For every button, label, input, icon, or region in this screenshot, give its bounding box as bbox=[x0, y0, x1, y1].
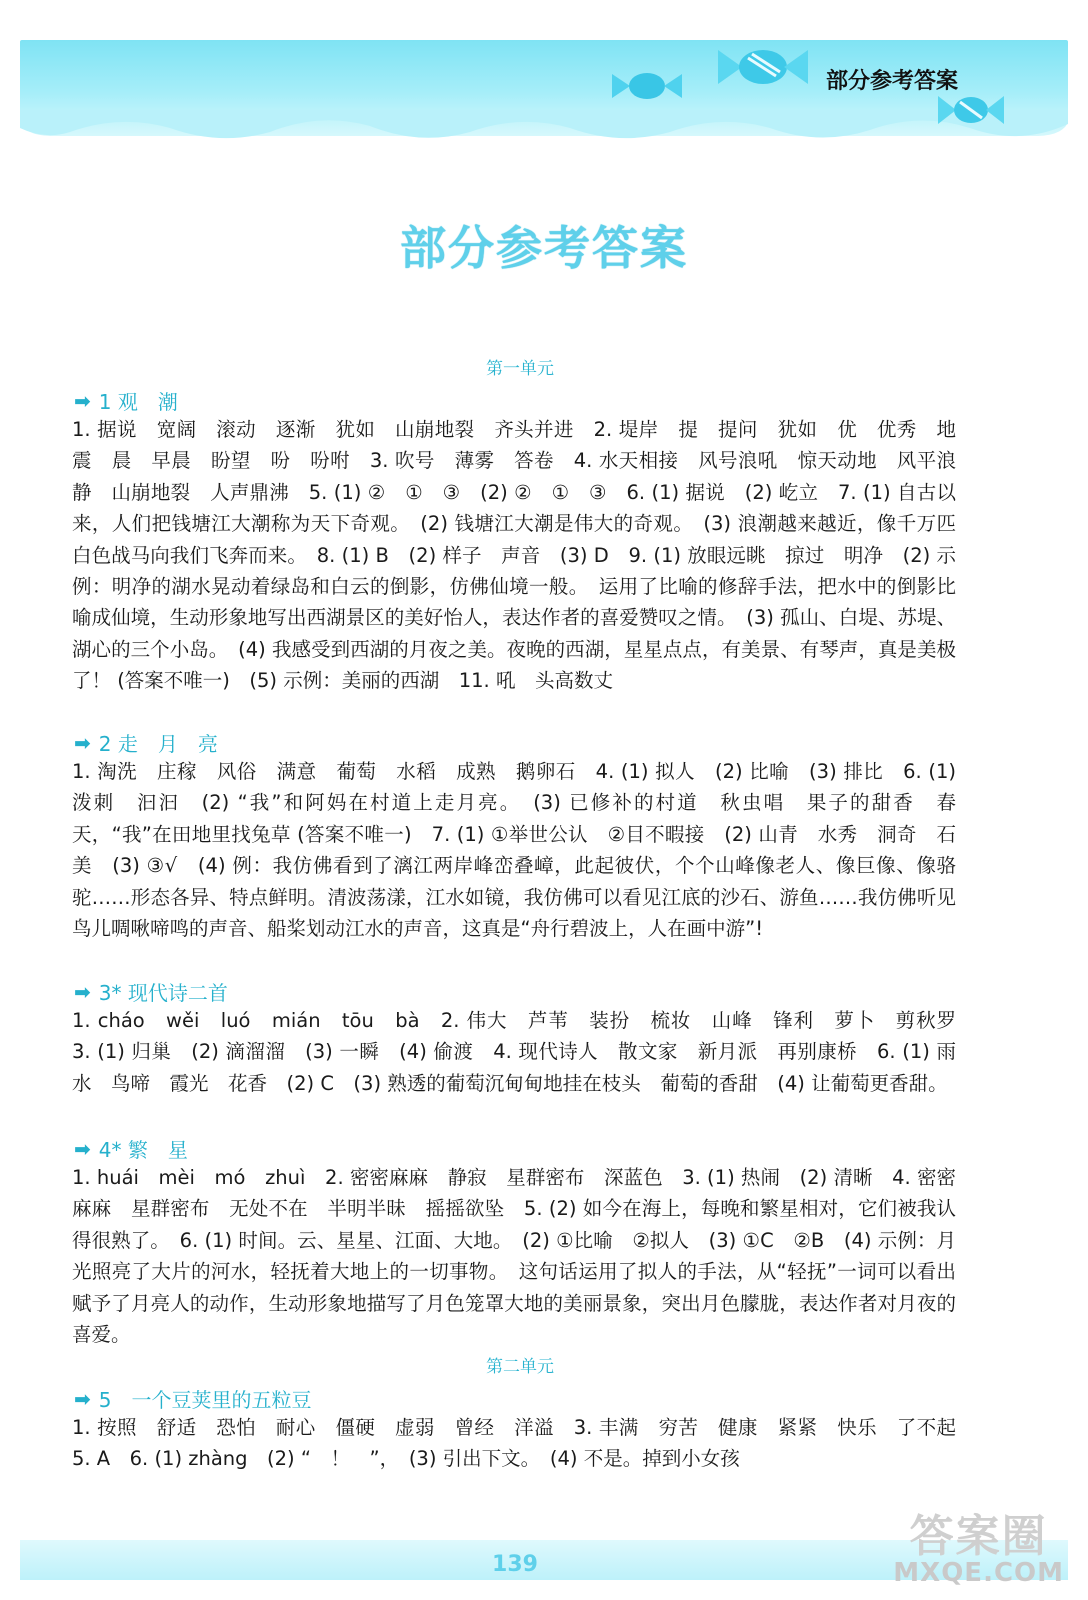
watermark-logo-text: 答案圈 bbox=[909, 1511, 1048, 1562]
arrow-right-icon: ➡ bbox=[74, 730, 91, 755]
candy-icon bbox=[718, 44, 808, 90]
answer-block: 1. 据说 宽阔 滚动 逐渐 犹如 山崩地裂 齐头并进 2. 堤岸 提 提问 犹如 优 优秀 地震 晨 早晨 盼望 吩 吩咐 3. 吹号 薄雾 答卷 4. 水天相接 风号浪吼 惊天动地 风平浪静 山崩地裂 人声鼎沸 5. (1) ② ① ③ (2) ② ① ③ 6. (1) 据说 (2) 屹立 7. (1) 自古以来，人们把钱塘江大潮称为天下奇观。 (2) 钱塘江大潮是伟大的奇观。 (3) 浪潮越来越近，像千万匹白色战马向我们飞奔而来。 8. (1) B (2) 样子 声音 (3) D 9. (1) 放眼远眺 掠过 明净 (2) 示例：明净的湖水晃动着绿岛和白云的倒影，仿佛仙境一般。 运用了比喻的修辞手法，把水中的倒影比喻成仙境，生动形象地写出西湖景区的美好怡人，表达作者的喜爱赞叹之情。 (3) 孤山、白堤、苏堤、湖心的三个小岛。 (4) 我感受到西湖的月夜之美。夜晚的西湖，星星点点，有美景、有琴声，真是美极了！ (答案不唯一) (5) 示例：美丽的西湖 11. 吼 头高数丈 bbox=[72, 418, 956, 693]
candy-icon bbox=[938, 90, 1004, 130]
lesson-heading-label: 3* 现代诗二首 bbox=[98, 981, 228, 1005]
arrow-right-icon: ➡ bbox=[74, 1136, 91, 1161]
page-title: 部分参考答案 bbox=[400, 221, 688, 275]
answer-block: 1. 淘洗 庄稼 风俗 满意 葡萄 水稻 成熟 鹅卵石 4. (1) 拟人 (2) 比喻 (3) 排比 6. (1) 泼刺 汩汩 (2) “我”和阿妈在村道上走月亮。 (3) 已修补的村道 秋虫唱 果子的甜香 春天，“我”在田地里找兔草 (答案不唯一) 7. (1) ①举世公认 ②目不暇接 (2) 山青 水秀 洞奇 石美 (3) ③√ (4) 例：我仿佛看到了漓江两岸峰峦叠嶂，此起彼伏，个个山峰像老人、像巨像、像骆驼……形态各异、特点鲜明。清波荡漾，江水如镜，我仿佛可以看见江底的沙石、游鱼……我仿佛听见鸟儿啁啾啼鸣的声音、船桨划动江水的声音，这真是“舟行碧波上，人在画中游”! bbox=[72, 760, 956, 941]
page-number: 139 bbox=[492, 1552, 538, 1577]
arrow-right-icon: ➡ bbox=[74, 388, 91, 413]
unit-title: 第一单元 bbox=[486, 359, 554, 379]
answer-block: 1. 按照 舒适 恐怕 耐心 僵硬 虚弱 曾经 洋溢 3. 丰满 穷苦 健康 紧紧 快乐 了不起 5. A 6. (1) zhàng (2) “ ！ ”， (3) 引出下文。 (4) 不是。掉到小女孩 bbox=[72, 1416, 976, 1471]
lesson-heading-label: 4* 繁 星 bbox=[98, 1138, 188, 1162]
lesson-heading bbox=[74, 1384, 312, 1413]
lesson-heading-label: 1 观 潮 bbox=[98, 390, 178, 414]
arrow-right-icon: ➡ bbox=[74, 979, 91, 1004]
lesson-heading bbox=[74, 1134, 188, 1163]
answer-block: 1. huái mèi mó zhuì 2. 密密麻麻 静寂 星群密布 深蓝色 3. (1) 热闹 (2) 清晰 4. 密密麻麻 星群密布 无处不在 半明半昧 摇摇欲坠 5. (2) 如今在海上，每晚和繁星相对，它们被我认得很熟了。 6. (1) 时间。云、星星、江面、大地。 (2) ①比喻 ②拟人 (3) ①C ②B (4) 示例：月光照亮了大片的河水，轻抚着大地上的一切事物。 这句话运用了拟人的手法，从“轻抚”一词可以看出赋予了月亮人的动作，生动形象地描写了月色笼罩大地的美丽景象，突出月色朦胧，表达作者对月夜的喜爱。 bbox=[72, 1166, 956, 1347]
watermark-site-text: MXQE.COM bbox=[893, 1558, 1064, 1588]
lesson-heading bbox=[74, 386, 178, 415]
watermark-logo bbox=[893, 1500, 1064, 1588]
arrow-right-icon: ➡ bbox=[74, 1386, 91, 1411]
running-header-title: 部分参考答案 bbox=[825, 69, 958, 94]
header-wave-decoration bbox=[20, 110, 1068, 150]
lesson-heading bbox=[74, 977, 228, 1006]
answer-block: 1. cháo wěi luó mián tōu bà 2. 伟大 芦苇 装扮 梳妆 山峰 锋利 萝卜 剪秋罗 3. (1) 归巢 (2) 滴溜溜 (3) 一瞬 (4) 偷渡 4. 现代诗人 散文家 新月派 再别康桥 6. (1) 雨水 鸟啼 霞光 花香 (2) C (3) 熟透的葡萄沉甸甸地挂在枝头 葡萄的香甜 (4) 让葡萄更香甜。 bbox=[72, 1009, 976, 1095]
lesson-heading bbox=[74, 728, 218, 757]
candy-icon bbox=[612, 66, 682, 106]
lesson-heading-label: 2 走 月 亮 bbox=[98, 732, 218, 756]
unit-title: 第二单元 bbox=[486, 1357, 554, 1377]
lesson-heading-label: 5 一个豆荚里的五粒豆 bbox=[98, 1388, 312, 1412]
